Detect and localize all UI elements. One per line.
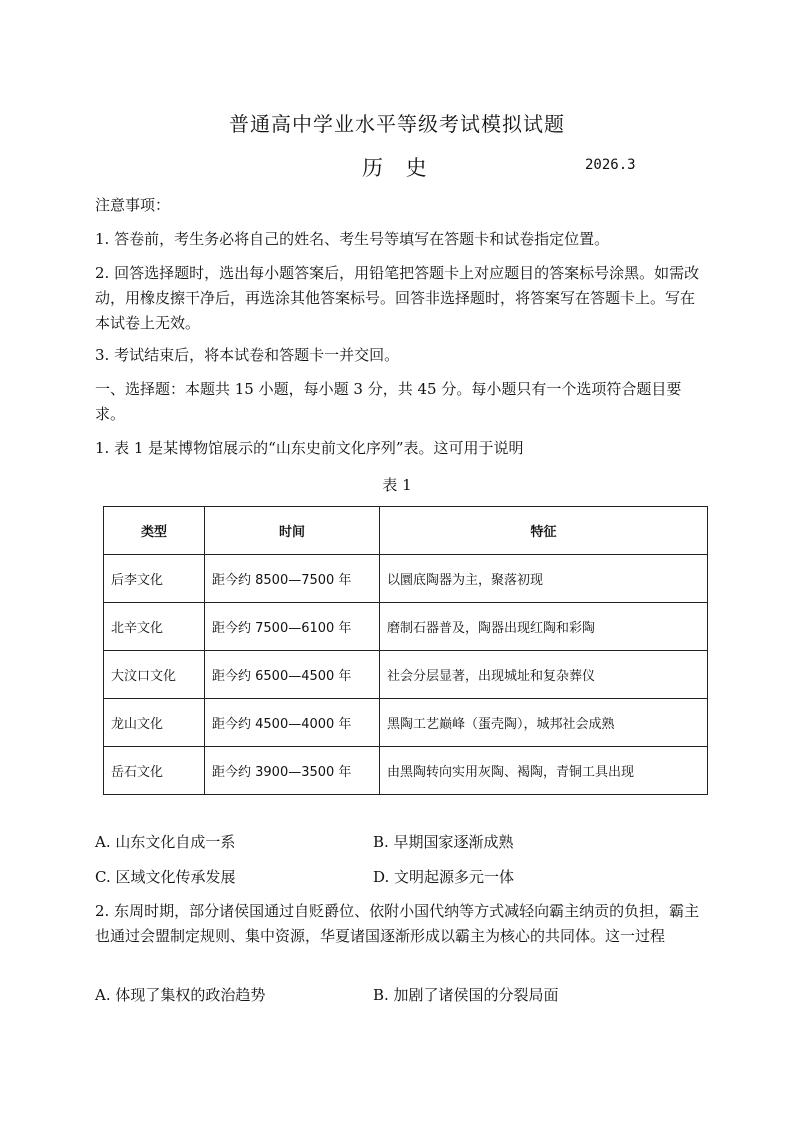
table-cell: 以圜底陶器为主，聚落初现 [380, 555, 708, 603]
question-1-option-b: B. 早期国家逐渐成熟 [373, 833, 514, 851]
table-header-cell: 特征 [380, 507, 708, 555]
table-header-cell: 时间 [205, 507, 380, 555]
notice-item-1: 1. 答卷前，考生务必将自己的姓名、考生号等填写在答题卡和试卷指定位置。 [95, 230, 610, 248]
question-2-stem: 2. 东周时期，部分诸侯国通过自贬爵位、依附小国代纳等方式减轻向霸主纳贡的负担，霸主也通过会盟制定规则、集中资源，华夏诸国逐渐形成以霸主为核心的共同体。这一过程 [95, 902, 700, 945]
table-cell: 北辛文化 [104, 603, 205, 651]
exam-subject: 历 史 [362, 156, 435, 180]
table-row [104, 699, 708, 747]
question-1-stem: 1. 表 1 是某博物馆展示的“山东史前文化序列”表。这可用于说明 [95, 439, 524, 457]
table-cell: 黑陶工艺巅峰（蛋壳陶），城邦社会成熟 [380, 699, 708, 747]
question-1-option-c: C. 区域文化传承发展 [95, 868, 236, 886]
question-1-option-d: D. 文明起源多元一体 [373, 868, 515, 886]
notice-heading: 注意事项： [95, 196, 171, 214]
table-row [104, 603, 708, 651]
notice-item-3: 3. 考试结束后，将本试卷和答题卡一并交回。 [95, 346, 400, 364]
table-row [104, 747, 708, 795]
table-row [104, 651, 708, 699]
table-cell: 距今约 3900—3500 年 [205, 747, 380, 795]
table-caption: 表 1 [382, 476, 412, 494]
table-cell: 大汶口文化 [104, 651, 205, 699]
notice-item-2: 2. 回答选择题时，选出每小题答案后，用铅笔把答题卡上对应题目的答案标号涂黑。如需改动，用橡皮擦干净后，再选涂其他答案标号。回答非选择题时，将答案写在答题卡上。写在本试卷上无效。 [95, 264, 700, 332]
exam-title: 普通高中学业水平等级考试模拟试题 [229, 112, 565, 136]
section-heading: 一、选择题：本题共 15 小题，每小题 3 分，共 45 分。每小题只有一个选项符合题目要求。 [95, 380, 682, 423]
table-cell: 后李文化 [104, 555, 205, 603]
table-cell: 距今约 8500—7500 年 [205, 555, 380, 603]
question-2-option-a: A. 体现了集权的政治趋势 [95, 986, 266, 1004]
culture-table [103, 506, 708, 795]
table-cell: 距今约 4500—4000 年 [205, 699, 380, 747]
table-cell: 磨制石器普及，陶器出现红陶和彩陶 [380, 603, 708, 651]
table-header-cell: 类型 [104, 507, 205, 555]
table-row [104, 555, 708, 603]
table-cell: 龙山文化 [104, 699, 205, 747]
table-cell: 岳石文化 [104, 747, 205, 795]
question-1-option-a: A. 山东文化自成一系 [95, 833, 236, 851]
table-cell: 距今约 6500—4500 年 [205, 651, 380, 699]
table-cell: 由黑陶转向实用灰陶、褐陶，青铜工具出现 [380, 747, 708, 795]
table-cell: 距今约 7500—6100 年 [205, 603, 380, 651]
table-header-row [104, 507, 708, 555]
table-cell: 社会分层显著，出现城址和复杂葬仪 [380, 651, 708, 699]
exam-date: 2026.3 [585, 157, 636, 173]
question-2-option-b: B. 加剧了诸侯国的分裂局面 [373, 986, 559, 1004]
